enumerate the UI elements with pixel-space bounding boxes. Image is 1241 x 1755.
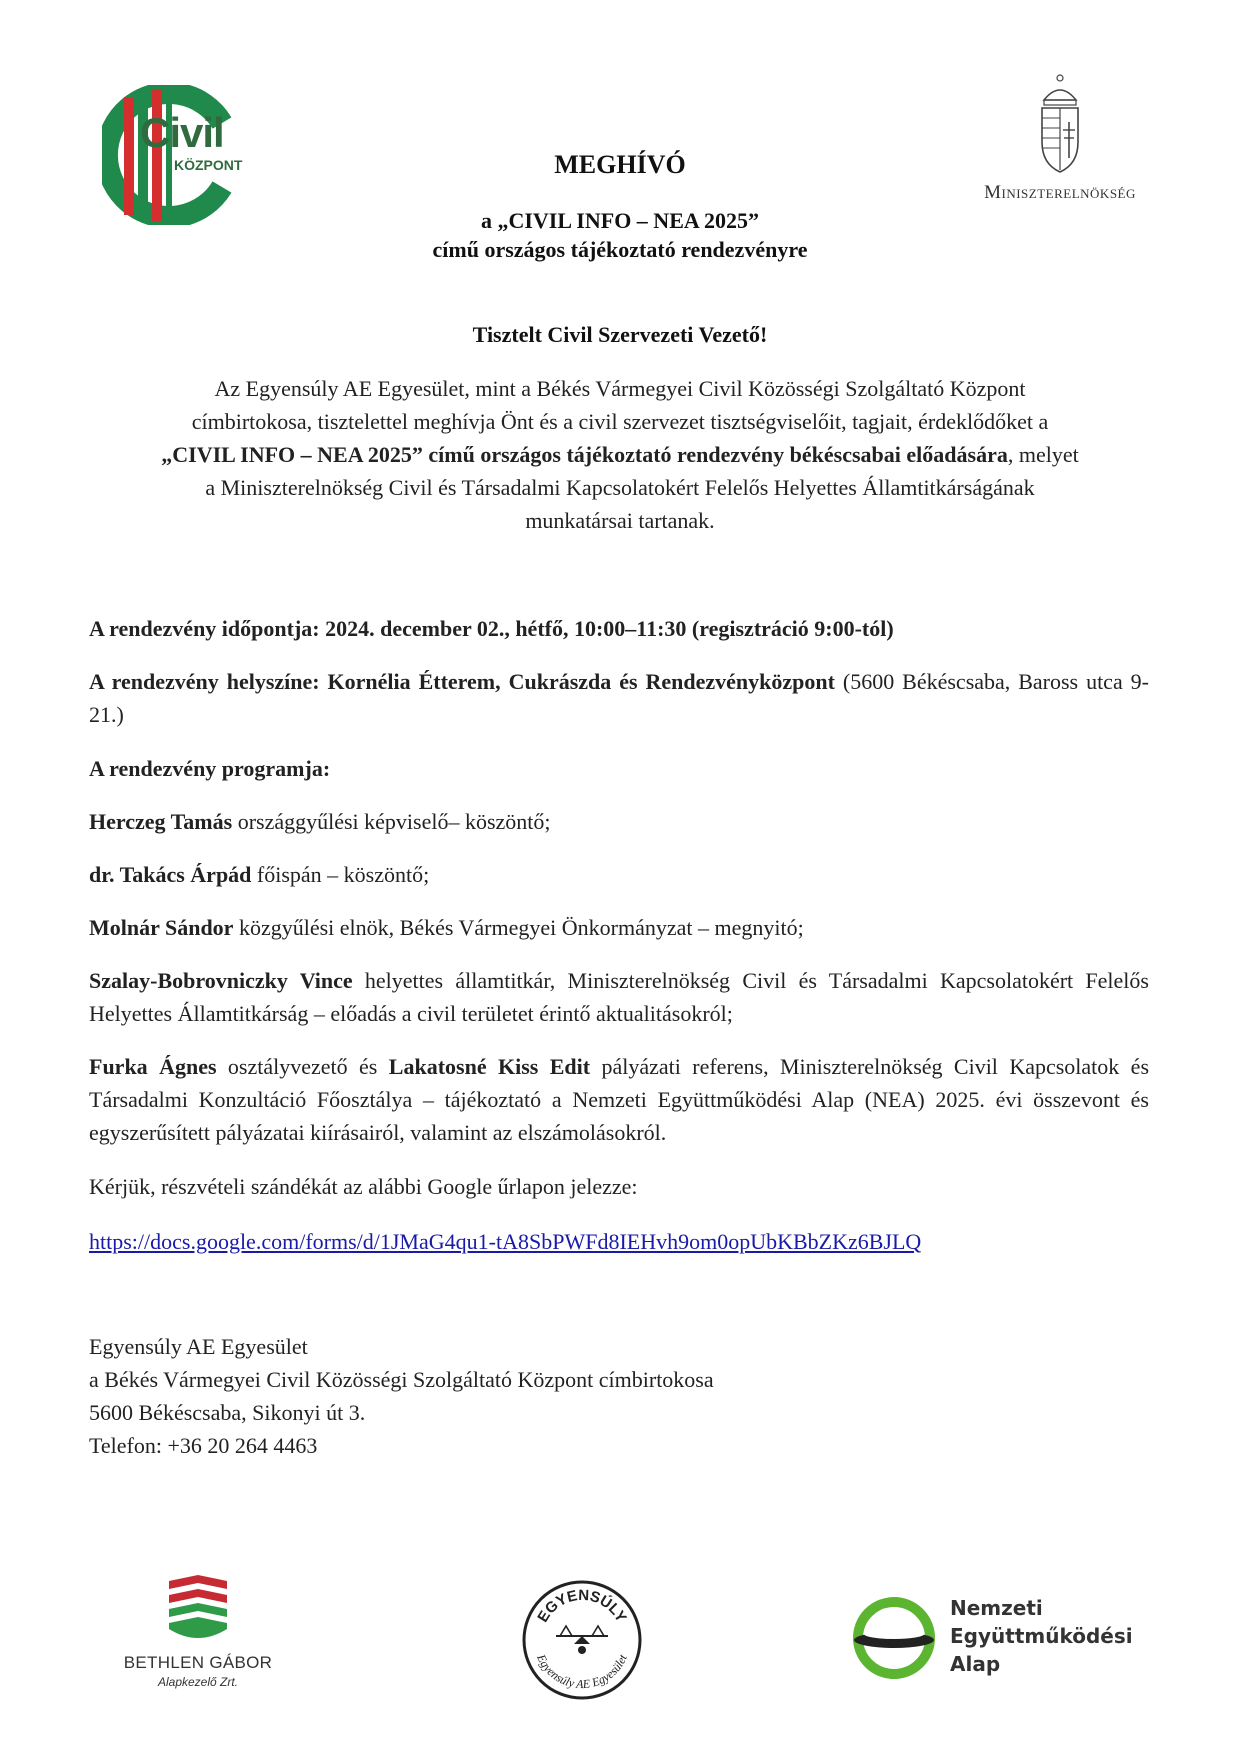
egyensuly-logo — [520, 1578, 644, 1702]
intro-line: munkatársai tartanak. — [525, 508, 715, 533]
speaker-role: közgyűlési elnök, Békés Vármegyei Önkormányzat – megnyitó; — [233, 915, 804, 940]
seal-bottom-text: Egyensúly AE Egyesület — [534, 1652, 630, 1692]
intro-line-rest: , melyet — [1007, 442, 1079, 467]
intro-line: címbirtokosa, tisztelettel meghívja Önt és a civil szervezet tisztségviselőit, tagjait, érdeklődőket a — [191, 409, 1049, 434]
venue-label: A rendezvény helyszíne: Kornélia Étterem, Cukrászda és Rendezvényközpont — [89, 669, 835, 694]
speaker-name: dr. Takács Árpád — [89, 862, 252, 887]
intro-highlight: „CIVIL INFO – NEA 2025” című országos tájékoztató rendezvény békéscsabai előadására — [161, 442, 1008, 467]
intro-line — [70, 438, 1170, 471]
registration-text: Kérjük, részvételi szándékát az alábbi Google űrlapon jelezze: — [89, 1174, 638, 1199]
program-item — [89, 1050, 1149, 1149]
civil-logo-subword: KÖZPONT — [174, 157, 243, 173]
intro-paragraph — [70, 372, 1170, 537]
program-item — [89, 911, 1149, 944]
speaker-name: Szalay-Bobrovniczky Vince — [89, 968, 353, 993]
event-time: A rendezvény időpontja: 2024. december 02., hétfő, 10:00–11:30 (regisztráció 9:00-tól) — [89, 616, 894, 641]
speaker-role: országgyűlési képviselő– köszöntő; — [232, 809, 551, 834]
signature-phone: Telefon: +36 20 264 4463 — [89, 1433, 318, 1458]
program-item — [89, 964, 1149, 1030]
bethlen-gabor-logo — [118, 1575, 278, 1695]
nea-name-line1: Nemzeti — [950, 1596, 1043, 1620]
bethlen-gabor-emblem — [165, 1575, 231, 1645]
registration-link-row — [89, 1225, 1149, 1258]
speaker-name: Herczeg Tamás — [89, 809, 233, 834]
signature-block — [89, 1330, 1149, 1462]
event-venue — [89, 665, 1149, 731]
intro-line: a Miniszterelnökség Civil és Társadalmi Kapcsolatokért Felelős Helyettes Államtitkárságának — [205, 475, 1035, 500]
salutation: Tisztelt Civil Szervezeti Vezető! — [472, 322, 768, 347]
registration-form-link[interactable]: https://docs.google.com/forms/d/1JMaG4qu1-tA8SbPWFd8IEHvh9om0opUbKBbZKz6BJLQ — [89, 1229, 922, 1254]
coat-of-arms-icon — [1034, 72, 1086, 177]
page-title: MEGHÍVÓ — [554, 150, 686, 179]
venue-address: (5600 Békéscsaba, Baross utca 9-21.) — [89, 669, 1149, 727]
signature-org: Egyensúly AE Egyesület — [89, 1334, 308, 1359]
speaker-name: Lakatosné Kiss Edit — [388, 1054, 591, 1079]
program-item — [89, 805, 1149, 838]
signature-address: 5600 Békéscsaba, Sikonyi út 3. — [89, 1400, 366, 1425]
bethlen-subcaption: Alapkezelő Zrt. — [157, 1675, 239, 1689]
ministry-caption: Miniszterelnökség — [984, 182, 1136, 203]
civil-kozpont-logo — [102, 85, 252, 225]
speaker-name: Molnár Sándor — [89, 915, 234, 940]
miniszterelnokseg-logo — [960, 72, 1160, 207]
signature-title: a Békés Vármegyei Civil Közösségi Szolgáltató Központ címbirtokosa — [89, 1367, 714, 1392]
nea-emblem — [850, 1592, 938, 1684]
speaker-role: pályázati referens, Miniszterelnökség Civil Kapcsolatok és Társadalmi Konzultáció Főosztálya – tájékoztató a Nemzeti Együttműködési Alap (NEA) 2025. évi összevont és egyszerűsített pályázatai kiírásairól, valamint az elszámolásokról. — [89, 1054, 1150, 1145]
civil-logo-word: Civil — [140, 109, 224, 156]
speaker-role: főispán – köszöntő; — [251, 862, 430, 887]
event-subtitle-line2: című országos tájékoztató rendezvényre — [432, 237, 808, 262]
speaker-role: helyettes államtitkár, Miniszterelnökség Civil és Társadalmi Kapcsolatokért Felelős Helyettes Államtitkárság – előadás a civil területet érintő aktualitásokról; — [89, 968, 1149, 1026]
speaker-role-connector: osztályvezető és — [216, 1054, 389, 1079]
nea-name-line3: Alap — [950, 1652, 1001, 1676]
seal-top-text: EGYENSÚLY — [534, 1586, 630, 1626]
nea-logo — [850, 1592, 1150, 1688]
program-heading: A rendezvény programja: — [89, 756, 331, 781]
event-subtitle-line1: a „CIVIL INFO – NEA 2025” — [480, 208, 760, 233]
speaker-name: Furka Ágnes — [89, 1054, 217, 1079]
intro-line: Az Egyensúly AE Egyesület, mint a Békés Vármegyei Civil Közösségi Szolgáltató Központ — [214, 376, 1026, 401]
bethlen-caption: BETHLEN GÁBOR — [123, 1653, 273, 1672]
program-item — [89, 858, 1149, 891]
egyensuly-seal — [520, 1578, 644, 1702]
nea-name-line2: Együttműködési — [950, 1624, 1133, 1648]
